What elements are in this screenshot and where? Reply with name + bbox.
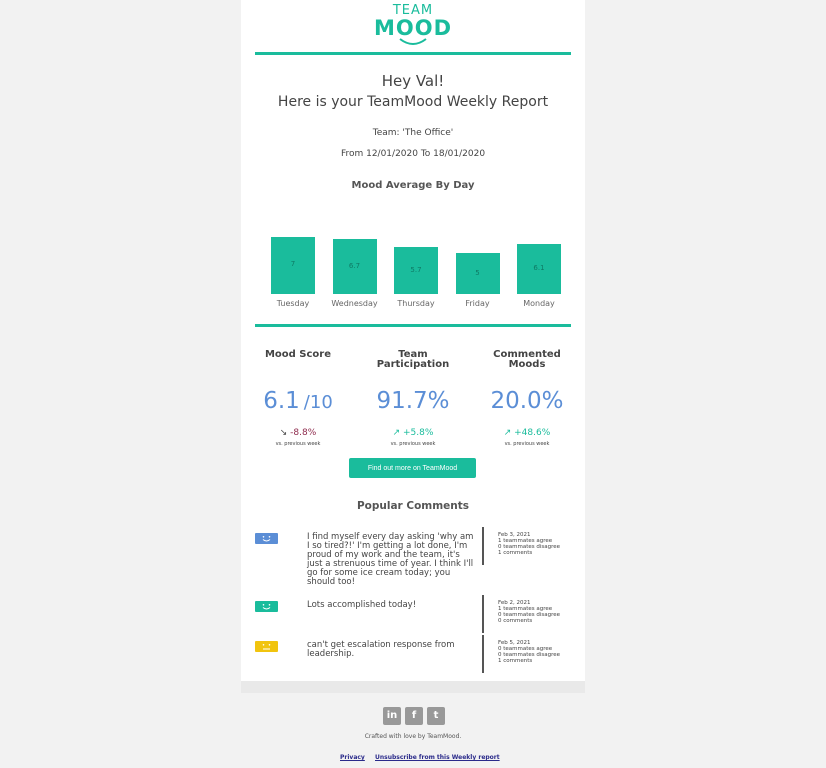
- bar-category-label: Wednesday: [331, 299, 378, 308]
- bar-category-label: Friday: [465, 299, 490, 308]
- bar-value-label: 6.1: [533, 263, 545, 272]
- bar-category-label: Monday: [523, 299, 555, 308]
- mood-average-chart: [241, 200, 585, 315]
- happy-face-icon: [255, 601, 278, 612]
- bar-value-label: 7: [290, 260, 296, 269]
- stat-title: Team Participation: [376, 349, 450, 370]
- arrow-down-right-icon: ↘: [279, 428, 291, 438]
- stat-delta: [248, 428, 348, 438]
- arrow-up-right-icon: ↗: [392, 428, 403, 438]
- twitter-icon[interactable]: t: [427, 707, 445, 725]
- bar-value-label: 5: [475, 268, 480, 277]
- stat-delta: [363, 428, 463, 438]
- teammood-logo: TEAM MOOD: [241, 4, 585, 46]
- report-subtitle: Here is your TeamMood Weekly Report: [277, 94, 549, 110]
- stat-suffix: /10: [303, 392, 333, 413]
- stat-number: 20.0%: [490, 388, 564, 414]
- stat-value: [472, 388, 582, 414]
- unsubscribe-link[interactable]: Unsubscribe from this Weekly report: [375, 754, 500, 761]
- stat-delta-value: -8.8%: [290, 428, 317, 438]
- bar-value-label: 5.7: [410, 265, 422, 274]
- stat-number: 6.1: [263, 388, 300, 414]
- comment-meta: Feb 2, 2021 1 teammates agree 0 teammates disagree 0 comments: [498, 600, 561, 624]
- bar-category-label: Tuesday: [276, 299, 310, 308]
- comment-meta: Feb 3, 2021 1 teammates agree 0 teammates disagree 1 comments: [498, 532, 561, 556]
- arrow-up-right-icon: ↗: [503, 428, 515, 438]
- mood-average-title: Mood Average By Day: [351, 180, 475, 191]
- header-divider: [255, 52, 571, 55]
- comment-text: Lots accomplished today!: [307, 600, 417, 610]
- comment-text: I find myself every day asking 'why am I so tired?!' I'm getting a lot done, I'm proud of my work and the team, it's just a strenuous time of year. I think I'll go for some ice cream today; you should too!: [307, 532, 474, 587]
- chart-divider: [255, 324, 571, 327]
- team-name: Team: 'The Office': [372, 128, 454, 138]
- crafted-note: Crafted with love by TeamMood.: [364, 733, 462, 740]
- bar-category-label: Thursday: [397, 299, 435, 308]
- privacy-link[interactable]: Privacy: [340, 754, 365, 761]
- comment-divider: [482, 595, 484, 633]
- stat-comparison-note: vs. previous week: [504, 441, 550, 447]
- comment-text: can't get escalation response from leadership.: [307, 640, 455, 659]
- card-footer-shadow: [241, 681, 585, 693]
- linkedin-icon[interactable]: in: [383, 707, 401, 725]
- comment-divider: [482, 527, 484, 565]
- popular-comments-title: Popular Comments: [356, 500, 470, 512]
- comment-divider: [482, 635, 484, 673]
- stat-delta: [477, 428, 577, 438]
- bar-value-label: 6.7: [348, 261, 361, 270]
- stat-value: [243, 388, 353, 414]
- stat-delta-value: +5.8%: [403, 428, 434, 438]
- stat-comparison-note: vs. previous week: [390, 441, 436, 447]
- stat-value: [358, 388, 468, 414]
- stat-comparison-note: vs. previous week: [275, 441, 321, 447]
- date-range: From 12/01/2020 To 18/01/2020: [340, 149, 486, 159]
- happy-face-icon: [255, 533, 278, 544]
- report-card: [241, 0, 585, 681]
- greeting: Hey Val!: [381, 72, 445, 90]
- stat-title: Mood Score: [264, 349, 332, 360]
- find-out-more-button[interactable]: Find out more on TeamMood: [349, 458, 476, 478]
- stat-title: Commented Moods: [493, 349, 561, 370]
- facebook-icon[interactable]: f: [405, 707, 423, 725]
- stat-delta-value: +48.6%: [514, 428, 551, 438]
- neutral-face-icon: [255, 641, 278, 652]
- comment-meta: Feb 5, 2021 0 teammates agree 0 teammates disagree 1 comments: [498, 640, 561, 664]
- stat-number: 91.7%: [376, 388, 450, 414]
